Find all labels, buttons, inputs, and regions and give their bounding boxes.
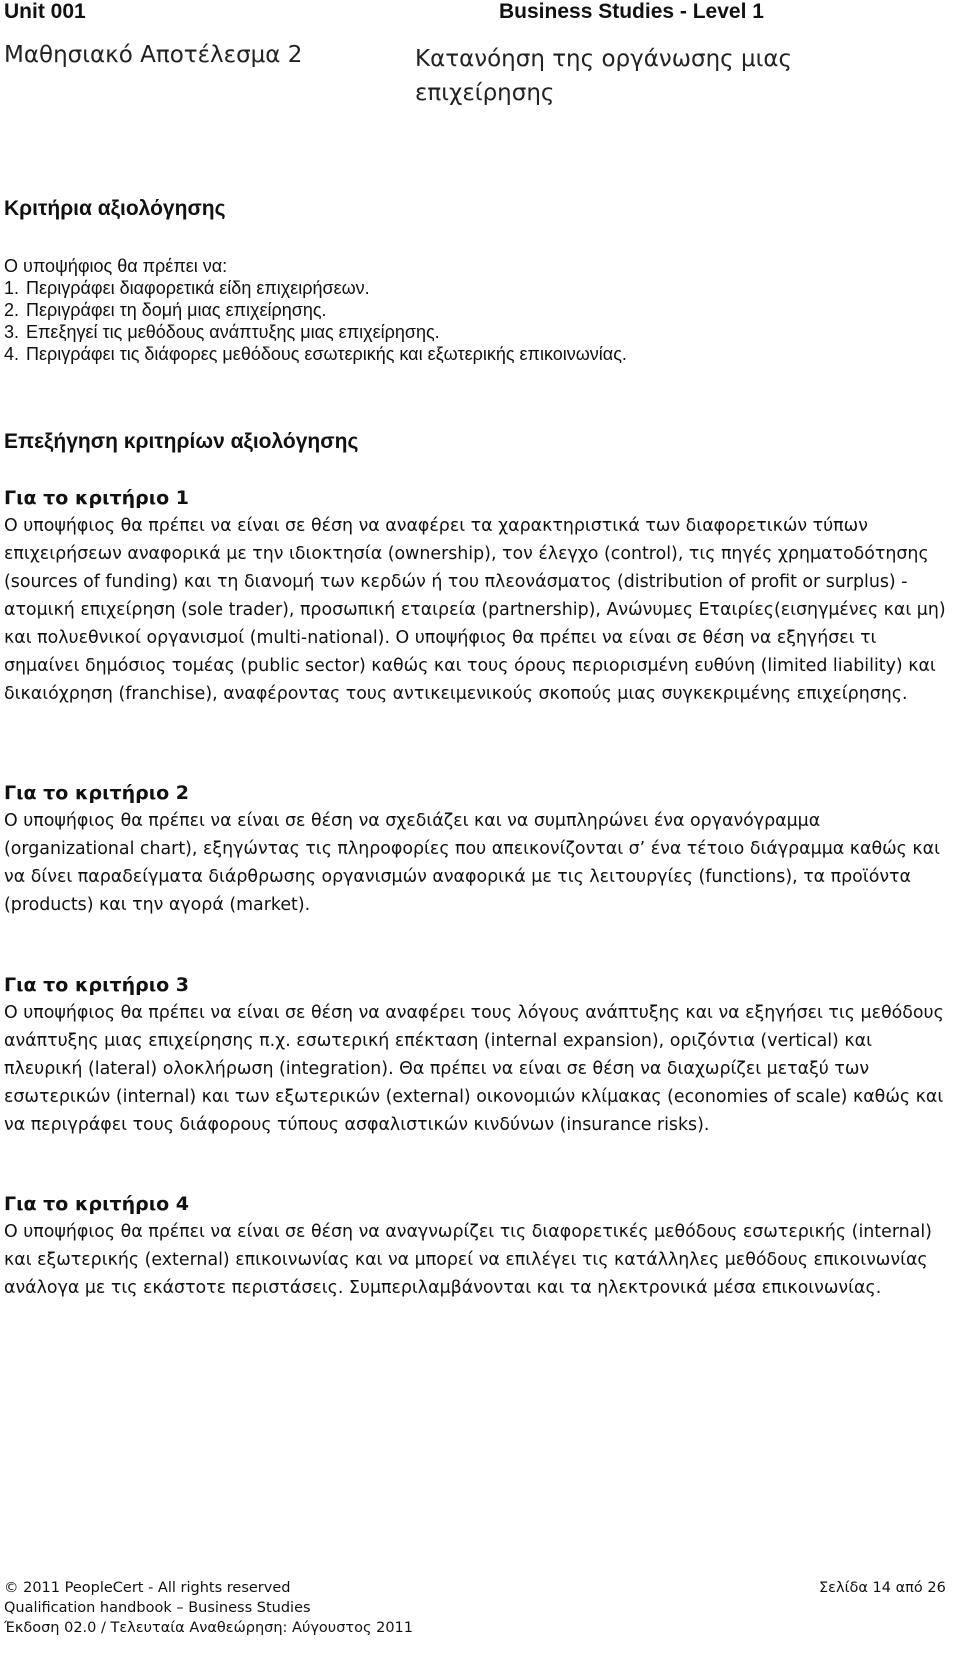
criterion-4-text: Ο υποψήφιος θα πρέπει να είναι σε θέση να αναγνωρίζει τις διαφορετικές μεθόδους εσωτερικής (internal) και εξωτερικής (external) επικοινωνίας και να μπορεί να επιλέγει τις κατάλληλες μεθόδους επικοινωνίας ανάλογα με τις εκάστοτε περιστάσεις. Συμπεριλαμβάνονται και τα ηλεκτρονικά μέσα επικοινωνίας. [4,1222,932,1298]
learning-outcome-label: Μαθησιακό Αποτέλεσμα 2 [4,42,303,68]
footer-handbook: Qualification handbook – Business Studies [4,1600,311,1616]
list-item [4,277,934,299]
criteria-intro: Ο υποψήφιος θα πρέπει να: [4,256,228,276]
criterion-4-heading: Για το κριτήριο 4 [4,1193,190,1215]
list-number: 2. [4,300,20,320]
criterion-3-text: Ο υποψήφιος θα πρέπει να είναι σε θέση να αναφέρει τους λόγους ανάπτυξης και να εξηγήσει τις μεθόδους ανάπτυξης μιας επιχείρησης π.χ. εσωτερική επέκταση (internal expansion), οριζόντια (vertical) και πλευρική (lateral) ολοκλήρωση (integration). Θα πρέπει να είναι σε θέση να διαχωρίζει μεταξύ των εσωτερικών (internal) και των εξωτερικών (external) οικονομιών κλίμακας (economies of scale) καθώς και να περιγράφει τους διάφορους τύπους ασφαλιστικών κινδύνων (insurance risks). [4,1003,944,1135]
list-number: 1. [4,278,20,298]
criterion-1-section [4,484,949,708]
list-item [4,343,934,365]
criterion-4-section [4,1190,949,1302]
criterion-2-section [4,779,949,919]
list-text: Περιγράφει διαφορετικά είδη επιχειρήσεων. [26,278,370,298]
list-item [4,321,934,343]
list-text: Περιγράφει τις διάφορες μεθόδους εσωτερικής και εξωτερικής επικοινωνίας. [26,344,627,364]
criterion-3-heading: Για το κριτήριο 3 [4,974,190,996]
learning-outcome-title: Κατανόηση της οργάνωσης μιας επιχείρησης [415,46,793,106]
list-number: 3. [4,322,20,342]
list-item [4,299,934,321]
assessment-criteria-heading: Κριτήρια αξιολόγησης [4,197,226,220]
criterion-1-text: Ο υποψήφιος θα πρέπει να είναι σε θέση να αναφέρει τα χαρακτηριστικά των διαφορετικών τύπων επιχειρήσεων αναφορικά με την ιδιοκτησία (ownership), τον έλεγχο (control), τις πηγές χρηματοδότησης (sources of funding) και τη διανομή των κερδών ή του πλεονάσματος (distribution of profit or surplus) - ατομική επιχείρηση (sole trader), προσωπική εταιρεία (partnership), Ανώνυμες Εταιρίες(εισηγμένες και μη) και πολυεθνικοί οργανισμοί (multi-national). Ο υποψήφιος θα πρέπει να είναι σε θέση να εξηγήσει τι σημαίνει δημόσιος τομέας (public sector) καθώς και τους όρους περιορισμένη ευθύνη (limited liability) και δικαιόχρηση (franchise), αναφέροντας τους αντικειμενικούς σκοπούς μιας συγκεκριμένης επιχείρησης. [4,516,946,704]
footer-copyright: © 2011 PeopleCert - All rights reserved [4,1580,291,1596]
criterion-1-heading: Για το κριτήριο 1 [4,487,190,509]
list-number: 4. [4,344,20,364]
footer-version: Έκδοση 02.0 / Τελευταία Αναθεώρηση: Αύγουστος 2011 [4,1620,414,1636]
unit-code: Unit 001 [4,0,86,23]
criterion-2-heading: Για το κριτήριο 2 [4,782,190,804]
criterion-2-text: Ο υποψήφιος θα πρέπει να είναι σε θέση να σχεδιάζει και να συμπληρώνει ένα οργανόγραμμα (organizational chart), εξηγώντας τις πληροφορίες που απεικονίζονται σ’ ένα τέτοιο διάγραμμα καθώς και να δίνει παραδείγματα διάρθρωσης οργανισμών αναφορικά με τις λειτουργίες (functions), τα προϊόντα (products) και την αγορά (market). [4,811,940,915]
criteria-list [4,277,934,365]
explanation-heading: Επεξήγηση κριτηρίων αξιολόγησης [4,430,359,453]
criterion-3-section [4,971,949,1139]
list-text: Περιγράφει τη δομή μιας επιχείρησης. [26,300,327,320]
footer-page-number: Σελίδα 14 από 26 [819,1580,946,1596]
course-title: Business Studies - Level 1 [499,0,764,23]
list-text: Επεξηγεί τις μεθόδους ανάπτυξης μιας επιχείρησης. [26,322,440,342]
